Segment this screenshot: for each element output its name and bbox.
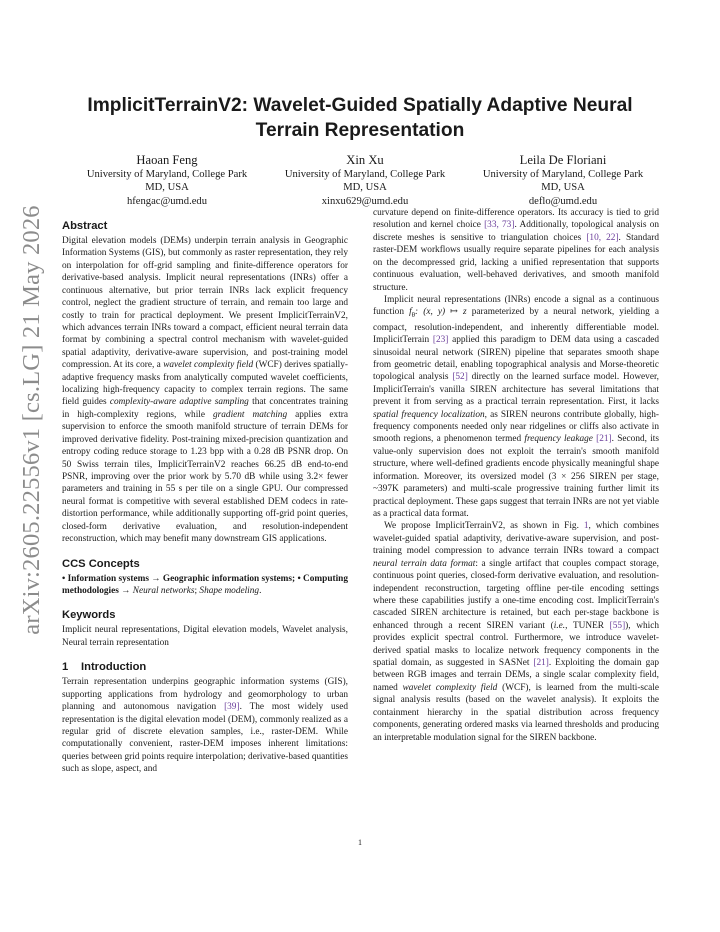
author-email[interactable]: xinxu629@umd.edu: [321, 195, 409, 207]
paragraph-inr: Implicit neural representations (INRs) encode a signal as a continuous function $f_\theta$: (x, y) ↦ z parameterized by a neural network, yielding a compact, resolution-independent, and inherently differentiable model. ImplicitTerrain [23] applied this paradigm to DEM data using a cascaded sinusoidal neural network (SIREN) pipeline that separates smooth shape from geometric detail, enabling topographical analysis and Morse-theoretic topological analysis [52] directly on the learned surface model. However, ImplicitTerrain's vanilla SIREN architecture has several limitations that prevent it from serving as a practical terrain representation. First, it lacks spatial frequency localization, as SIREN neurons contribute globally, high-frequency components needed only near ridgelines or cliffs also activate in smooth regions, a phenomenon termed frequency leakage [21]. Second, its value-only supervision does not exploit the terrain's smooth manifold structure, where well-defined gradients encode physically meaningful shape information. Moreover, its oversized model (3 × 256 SIREN per stage, ~397K parameters) and multi-scale progressive training further limit its practical deployment. These gaps suggest that terrain INRs are not yet viable as a practical data format.: [373, 294, 660, 519]
keywords-heading: Keywords: [62, 609, 116, 622]
citation-link[interactable]: [23]: [432, 335, 449, 346]
ccs-heading: CCS Concepts: [62, 557, 140, 570]
author-location: MD, USA: [541, 182, 585, 194]
author-2: [268, 152, 462, 208]
author-email[interactable]: hfengac@umd.edu: [126, 195, 208, 207]
figure-link[interactable]: 1: [583, 521, 589, 532]
author-3: [466, 152, 660, 208]
arxiv-stamp: [14, 170, 50, 670]
author-email[interactable]: deflo@umd.edu: [528, 195, 598, 207]
right-column: [373, 207, 659, 744]
citation-link[interactable]: [21]: [533, 658, 549, 669]
paragraph-continued: curvature depend on finite-difference operators. Its accuracy is tied to grid resolution and kernel choice [33, 73]. Additionally, topological analysis on discrete meshes is sensitive to triangulation choices [10, 22]. Standard raster-DEM workflows usually require separate pipelines for each analysis on the decompressed grid, lacking a unified representation that supports continuous evaluation, well-behaved derivatives, and smooth manifold structure.: [373, 208, 660, 293]
citation-link[interactable]: [55]: [609, 620, 626, 631]
author-location: MD, USA: [343, 182, 387, 194]
author-affiliation: University of Maryland, College Park: [284, 169, 446, 180]
introduction-paragraph: Terrain representation underpins geographic information systems (GIS), supporting applications from hydrology and geomorphology to urban planning and autonomous navigation [39]. The most widely used representation is the digital elevation model (DEM), commonly realized as a regular grid of discrete elevation samples, i.e., raster-DEM. While computationally convenient, raster-DEM imposes inherent limitations: queries between grid points require interpolation; derivative-based quantities such as slope, aspect, and: [62, 677, 348, 775]
paragraph-proposal: We propose ImplicitTerrainV2, as shown in Fig. 1, which combines wavelet-guided spatial adaptivity, derivative-aware supervision, and post-training model compression to advance terrain INRs toward a compact neural terrain data format: a single artifact that couples compact storage, continuous point queries, closed-form derivative evaluation, and resolution-independent reconstruction, targeting offline per-tile encoding settings where these capabilities justify a one-time encoding cost. ImplicitTerrain's cascaded SIREN architecture is retained, but each per-stage backbone is enhanced through a recent SIREN variant (i.e., TUNER [55]), which provides explicit spectral control. Furthermore, we introduce wavelet-derived spatial masks to localize network frequency components in the spatial domain, as suggested in SASNet [21]. Exploiting the domain gap between RGB images and terrain DEMs, a single scalar complexity field, named wavelet complexity field (WCF), is learned from the multi-scale signal analysis results (based on the wavelet analysis). It exploits the containment hierarchy in the spatial distribution across frequency components, generating ordered masks via learned thresholds and producing an interpretable modulation signal for the SIREN backbone.: [373, 521, 660, 743]
author-location: MD, USA: [145, 182, 189, 194]
author-name: Xin Xu: [346, 153, 384, 167]
citation-link[interactable]: [21]: [596, 434, 612, 445]
citation-link[interactable]: [33, 73]: [484, 220, 515, 231]
abstract-heading: Abstract: [62, 220, 108, 232]
author-name: Leila De Floriani: [519, 153, 607, 167]
citation-link[interactable]: [39]: [224, 702, 240, 713]
ccs-concepts: • Information systems → Geographic information systems; • Computing methodologies → Neural networks; Shape modeling.: [62, 573, 348, 596]
author-affiliation: University of Maryland, College Park: [482, 169, 644, 180]
author-affiliation: University of Maryland, College Park: [86, 169, 248, 180]
introduction-heading: 1 Introduction: [62, 661, 147, 674]
left-column: [62, 219, 348, 776]
abstract-text: Digital elevation models (DEMs) underpin terrain analysis in Geographic Information Systems (GIS), but commonly as raster representation, they rely on interpolation for off-grid sampling and finite-difference operators for derivative-based analysis. Implicit neural representations (INRs) offer a continuous alternative, but prior terrain INRs lack explicit frequency control, neglect the gradient structure of terrain, and remain too large and costly to train for practical deployment. We present ImplicitTerrainV2, which advances terrain INRs toward a compact, efficient neural terrain data format by combining a spectral control mechanism with wavelet-guided spatial adaptivity, derivative-aware supervision, and post-training model compression. At its core, a wavelet complexity field (WCF) derives spatially-adaptive frequency masks from analytically computed wavelet coefficients, localizing high-frequency capacity to complex terrain regions. The same field guides complexity-aware adaptive sampling that concentrates training in high-complexity regions, while gradient matching applies extra supervision to enforce the smooth manifold structure of terrain DEMs for improved derivative fidelity. Post-training mixed-precision quantization and entropy coding reduce storage to 1.23 bpp with a 0.28 dB PSNR drop. On 50 Swiss terrain tiles, ImplicitTerrainV2 reaches 66.25 dB end-to-end PSNR, improving over the prior work by 5.70 dB while using 3.2× fewer parameters and training in 55 s per tile on a single GPU. Our compressed neural format is competitive with several established DEM codecs in rate-distortion performance, while additionally supporting off-grid point queries, closed-form derivative evaluation, and resolution-independent reconstruction, which may benefit many downstream GIS applications.: [62, 236, 349, 545]
keywords-text: Implicit neural representations, Digital elevation models, Wavelet analysis, Neural terrain representation: [62, 625, 348, 648]
citation-link[interactable]: [52]: [452, 372, 468, 383]
author-name: Haoan Feng: [136, 153, 198, 167]
paper-title: ImplicitTerrainV2: Wavelet-Guided Spatially Adaptive Neural Terrain Representation: [87, 95, 633, 141]
author-1: [70, 152, 264, 208]
arxiv-identifier: arXiv:2605.22556v1 [cs.LG] 21 May 2026: [18, 205, 45, 635]
author-block: [70, 152, 660, 208]
page-number: 1: [358, 838, 362, 847]
citation-link[interactable]: [10, 22]: [586, 232, 619, 243]
